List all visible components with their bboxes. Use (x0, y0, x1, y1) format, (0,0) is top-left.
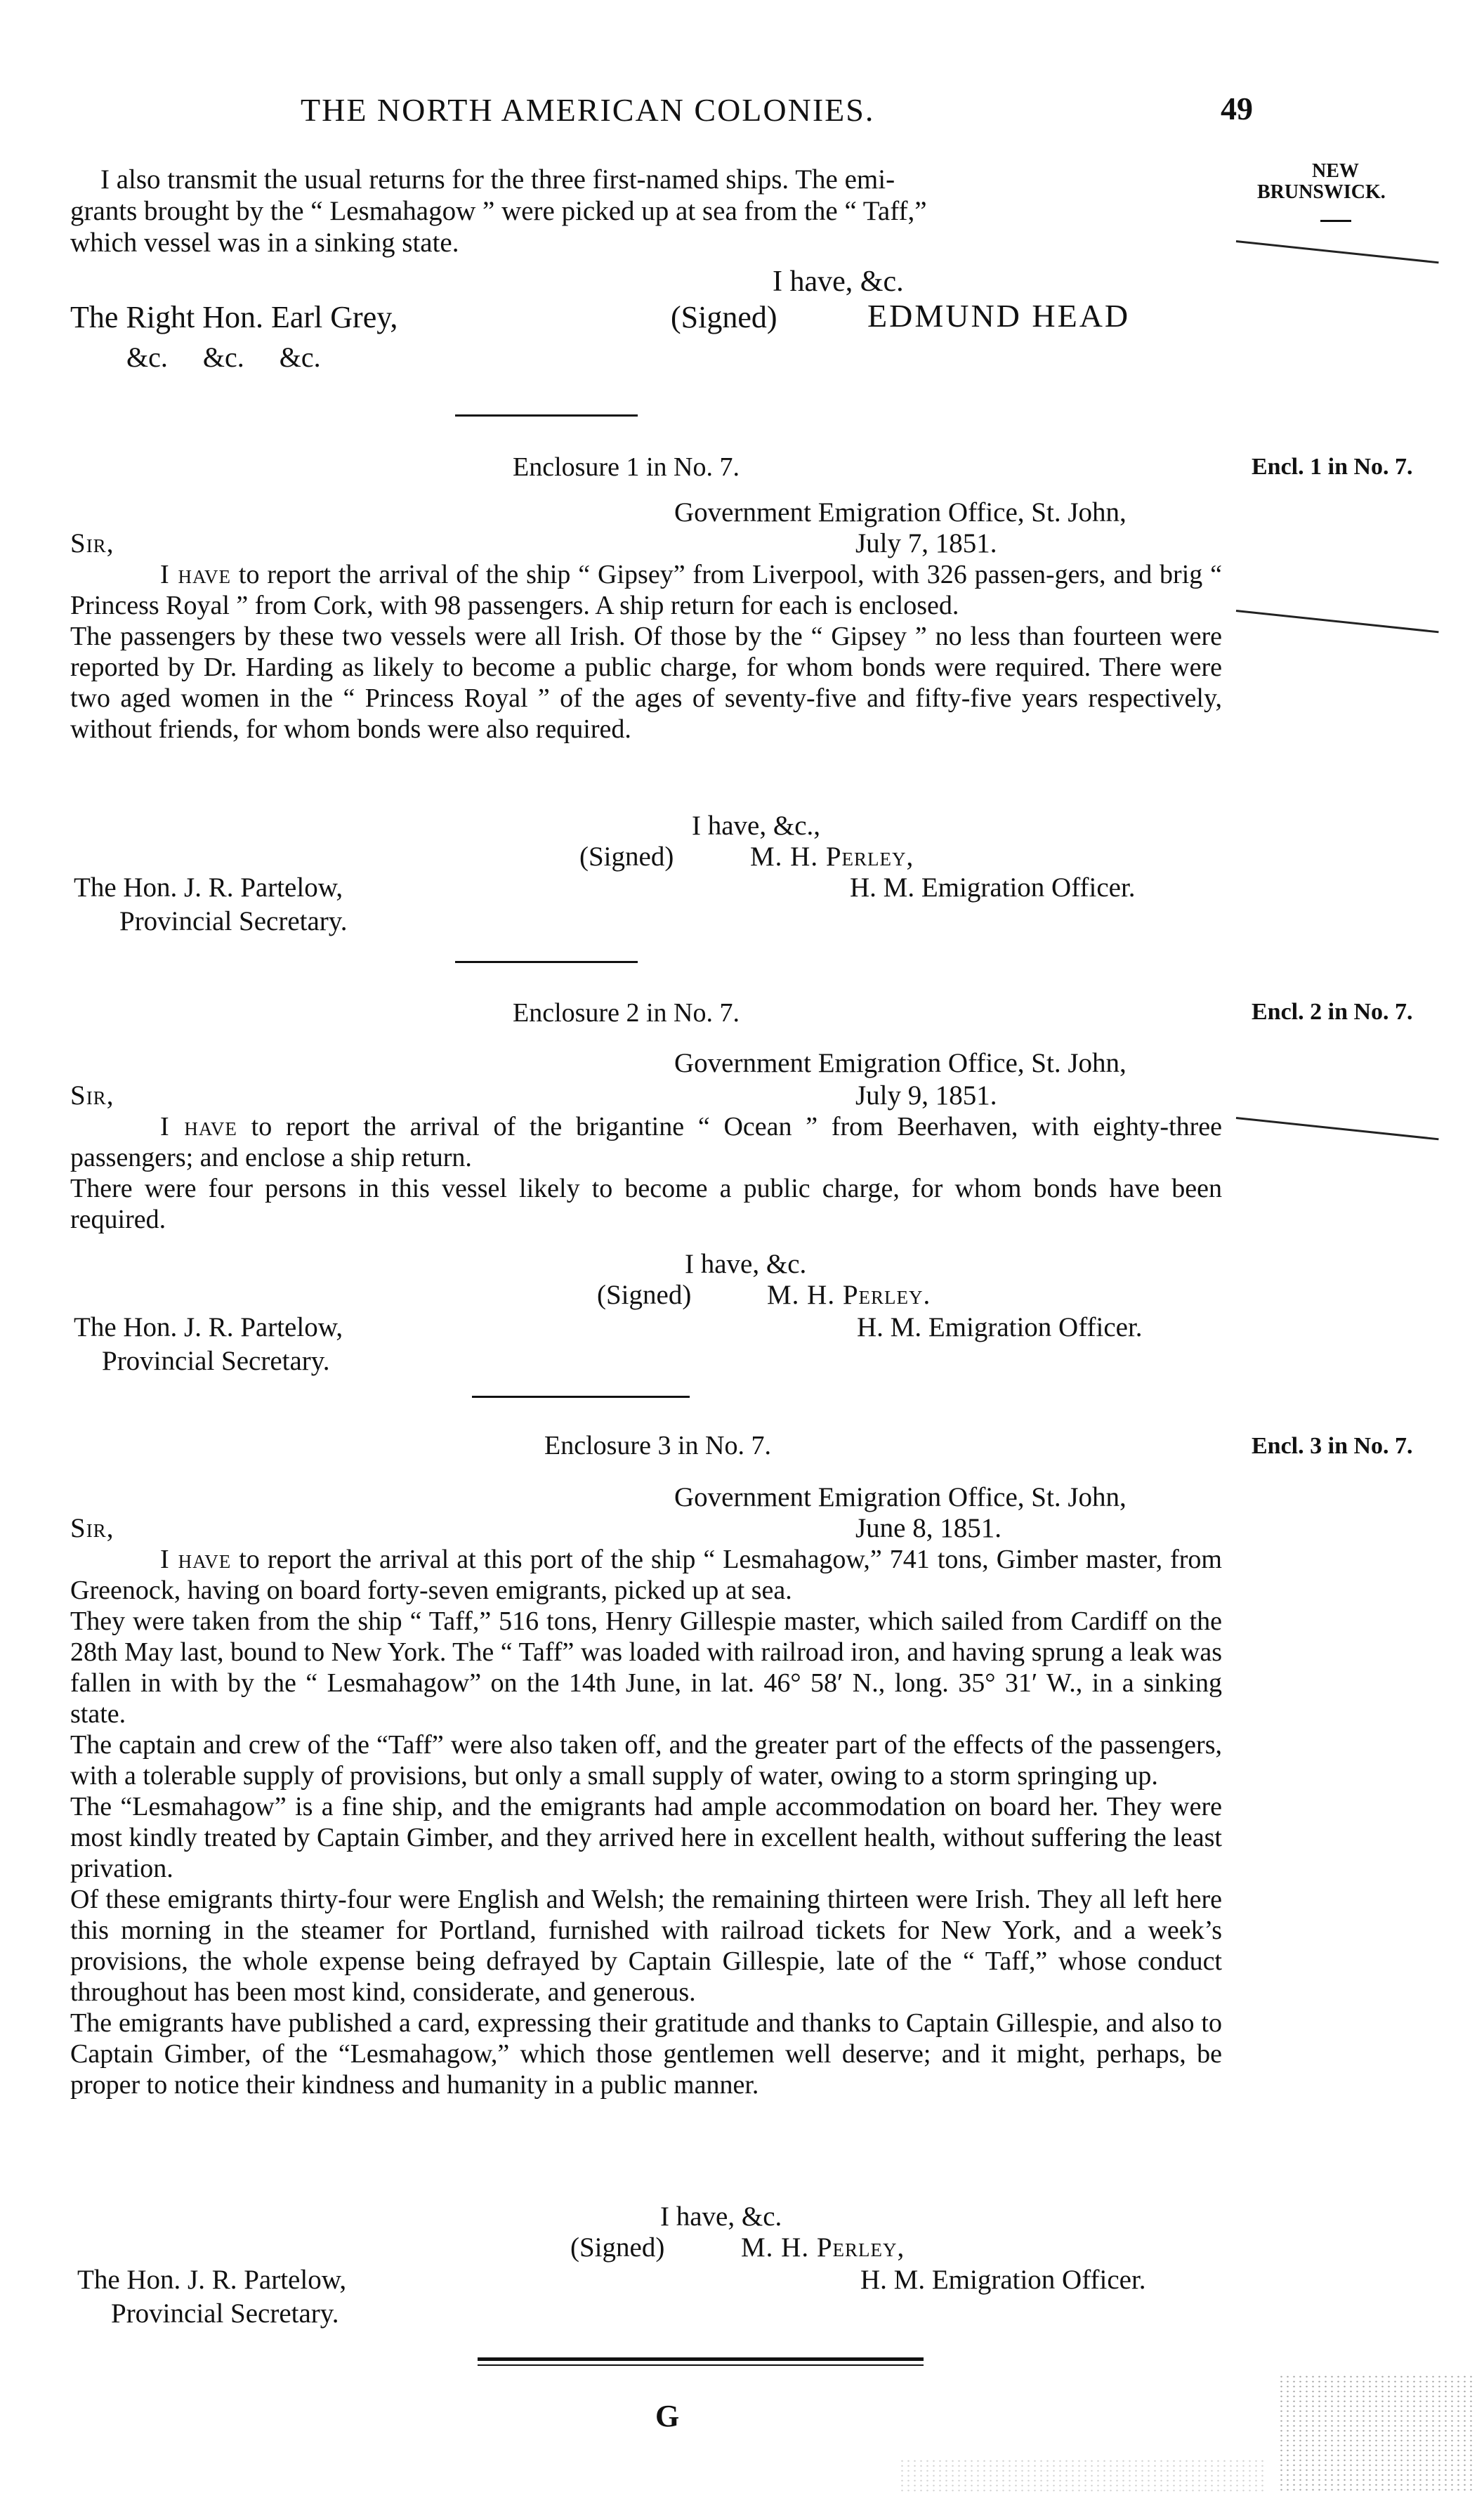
enclosure-2-signatory: M. H. Perley. (767, 1280, 931, 1310)
enclosure-2-signed: (Signed) (597, 1280, 692, 1310)
enclosure-3-paragraph-6: The emigrants have published a card, expressing their gratitude and thanks to Captain Gillespie, and also to Captain Gimber, of the “Lesmahagow,” which those gentlemen well deserve; and it might, perhaps, be proper to notice their kindness and humanity in a public manner. (70, 2008, 1222, 2100)
enclosure-2-officer-title: H. M. Emigration Officer. (857, 1312, 1143, 1342)
enclosure-3-office: Government Emigration Office, St. John, (674, 1482, 1127, 1512)
margin-marker-line (1236, 610, 1439, 633)
enclosure-1-addressee: The Hon. J. R. Partelow, (74, 872, 343, 903)
enclosure-1-signatory: M. H. Perley, (750, 842, 914, 872)
enclosure-1-signed: (Signed) (579, 842, 674, 872)
letter-addressee-etc: &c. &c. &c. (126, 341, 321, 373)
enclosure-2-closing: I have, &c. (685, 1249, 807, 1279)
enclosure-3-officer-title: H. M. Emigration Officer. (860, 2265, 1146, 2295)
side-label-new: NEW (1312, 160, 1359, 182)
enclosure-2-margin-note: Encl. 2 in No. 7. (1252, 999, 1413, 1025)
section-divider (472, 1396, 690, 1398)
enclosure-1-body (70, 559, 1222, 745)
side-label-underline (1320, 220, 1351, 222)
enclosure-3-addressee: The Hon. J. R. Partelow, (77, 2265, 347, 2295)
page-number: 49 (1221, 91, 1253, 126)
letter-line-1: I also transmit the usual returns for the three first-named ships. The emi- (100, 164, 895, 195)
enclosure-3-body (70, 1544, 1222, 2100)
enclosure-2-paragraph-1: to report the arrival of the brigantine “ Ocean ” from Beerhaven, with eighty-three passengers; and enclose a ship return. (70, 1112, 1223, 1172)
enclosure-2-body (70, 1111, 1222, 1235)
enclosure-2-salutation: Sir, (70, 1080, 114, 1111)
enclosure-3-title: Enclosure 3 in No. 7. (544, 1431, 771, 1460)
letter-signed: (Signed) (671, 300, 777, 334)
closing-rule-thick (478, 2357, 924, 2361)
side-label-brunswick: BRUNSWICK. (1257, 181, 1386, 203)
enclosure-1-paragraph-1: to report the arrival of the ship “ Gipsey” from Liverpool, with 326 passen-gers, and brig “ Princess Royal ” from Cork, with 98 passengers. A ship return for each is enclosed. (70, 560, 1223, 620)
enclosure-1-office: Government Emigration Office, St. John, (674, 497, 1127, 528)
scan-noise (899, 2459, 1264, 2494)
scan-noise (1278, 2374, 1475, 2494)
section-divider (455, 414, 638, 417)
enclosure-2-office: Government Emigration Office, St. John, (674, 1048, 1127, 1078)
enclosure-3-addressee-title: Provincial Secretary. (111, 2298, 339, 2329)
margin-marker-line (1236, 240, 1439, 263)
enclosure-3-opening: I have (160, 1545, 232, 1574)
enclosure-3-paragraph-5: Of these emigrants thirty-four were English and Welsh; the remaining thirteen were Irish. They all left here this morning in the steamer for Portland, furnished with railroad tickets for New York, and a week’s provisions, the whole expense being defrayed by Captain Gillespie, late of the “ Taff,” whose conduct throughout has been most kind, considerate, and generous. (70, 1885, 1222, 2007)
enclosure-1-opening: I have (160, 560, 232, 589)
letter-closing: I have, &c. (773, 266, 904, 298)
enclosure-1-officer-title: H. M. Emigration Officer. (850, 872, 1136, 903)
enclosure-2-opening: I have (160, 1112, 237, 1141)
enclosure-3-signed: (Signed) (570, 2232, 665, 2263)
enclosure-3-salutation: Sir, (70, 1513, 114, 1543)
enclosure-3-closing: I have, &c. (660, 2201, 782, 2232)
enclosure-1-margin-note: Encl. 1 in No. 7. (1252, 454, 1413, 480)
enclosure-3-paragraph-3: The captain and crew of the “Taff” were also taken off, and the greater part of the effects of the passengers, with a tolerable supply of provisions, but only a small supply of water, owing to a storm springing up. (70, 1730, 1222, 1791)
letter-line-3: which vessel was in a sinking state. (70, 228, 459, 258)
enclosure-1-closing: I have, &c., (692, 811, 821, 841)
enclosure-3-paragraph-2: They were taken from the ship “ Taff,” 516 tons, Henry Gillespie master, which sailed from Cardiff on the 28th May last, bound to New York. The “ Taff” was loaded with railroad iron, and having sprung a leak was fallen in with by the “ Lesmahagow” on the 14th June, in lat. 46° 58′ N., long. 35° 31′ W., in a sinking state. (70, 1606, 1222, 1729)
enclosure-2-title: Enclosure 2 in No. 7. (513, 998, 740, 1028)
enclosure-1-title: Enclosure 1 in No. 7. (513, 452, 740, 482)
enclosure-3-paragraph-1: to report the arrival at this port of the ship “ Lesmahagow,” 741 tons, Gimber master, from Greenock, having on board forty-seven emigrants, picked up at sea. (70, 1545, 1222, 1605)
enclosure-3-date: June 8, 1851. (855, 1513, 1002, 1543)
enclosure-1-salutation: Sir, (70, 528, 114, 558)
signature-mark: G (655, 2399, 680, 2433)
enclosure-3-margin-note: Encl. 3 in No. 7. (1252, 1433, 1413, 1459)
enclosure-1-paragraph-2: The passengers by these two vessels were all Irish. Of those by the “ Gipsey ” no less than fourteen were reported by Dr. Harding as likely to become a public charge, for whom bonds were required. There were two aged women in the “ Princess Royal ” of the ages of seventy-five and fifty-five years respectively, without friends, for whom bonds were also required. (70, 622, 1222, 744)
margin-marker-line (1236, 1117, 1439, 1140)
enclosure-3-paragraph-4: The “Lesmahagow” is a fine ship, and the emigrants had ample accommodation on board her. They were most kindly treated by Captain Gimber, and they arrived here in excellent health, without suffering the least privation. (70, 1792, 1222, 1883)
enclosure-1-addressee-title: Provincial Secretary. (119, 906, 348, 936)
enclosure-2-date: July 9, 1851. (855, 1080, 997, 1111)
enclosure-2-addressee: The Hon. J. R. Partelow, (74, 1312, 343, 1342)
letter-line-2: grants brought by the “ Lesmahagow ” were picked up at sea from the “ Taff,” (70, 196, 927, 226)
enclosure-3-signatory: M. H. Perley, (741, 2232, 905, 2263)
running-head-title: THE NORTH AMERICAN COLONIES. (301, 92, 875, 128)
letter-addressee: The Right Hon. Earl Grey, (70, 300, 398, 334)
letter-signatory: EDMUND HEAD (867, 298, 1131, 334)
section-divider (455, 961, 638, 963)
enclosure-2-addressee-title: Provincial Secretary. (102, 1346, 330, 1376)
enclosure-2-paragraph-2: There were four persons in this vessel likely to become a public charge, for whom bonds have been required. (70, 1174, 1222, 1234)
closing-rule-thin (478, 2364, 924, 2366)
enclosure-1-date: July 7, 1851. (855, 528, 997, 558)
